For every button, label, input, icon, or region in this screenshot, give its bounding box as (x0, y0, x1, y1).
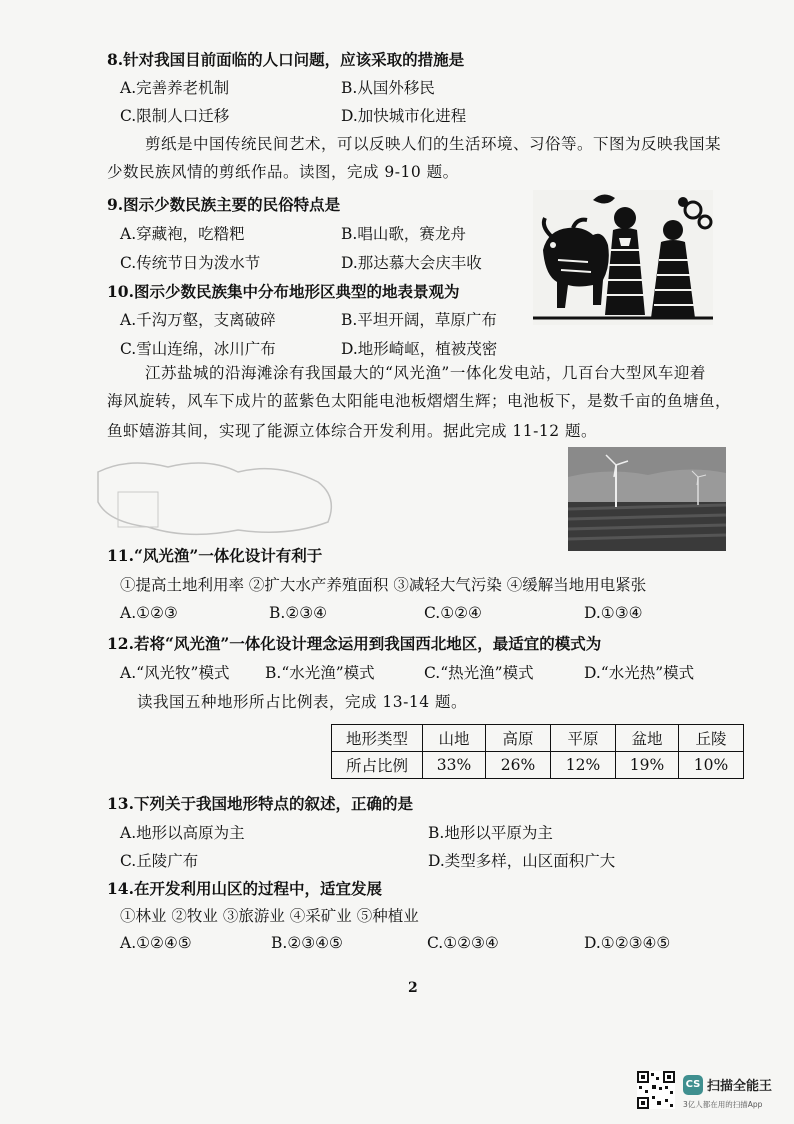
intro-9-10-line1: 剪纸是中国传统民间艺术，可以反映人们的生活环境、习俗等。下图为反映我国某 (145, 135, 722, 153)
q12-stem: 12.若将“风光渔”一体化设计理念运用到我国西北地区，最适宜的模式为 (107, 634, 602, 653)
q9-option-c: C.传统节日为泼水节 (120, 254, 261, 272)
q8-option-c: C.限制人口迁移 (120, 107, 230, 125)
q13-stem: 13.下列关于我国地形特点的叙述，正确的是 (107, 794, 413, 813)
camscanner-tagline: 3亿人都在用的扫描App (683, 1100, 763, 1109)
q8-stem: 8.针对我国目前面临的人口问题，应该采取的措施是 (107, 50, 465, 69)
intro-11-12-line2: 海风旋转，风车下成片的蓝紫色太阳能电池板熠熠生辉；电池板下，是数千亩的鱼塘鱼， (107, 392, 732, 410)
q10-option-c: C.雪山连绵，冰川广布 (120, 340, 276, 358)
q10-option-b: B.平坦开阔，草原广布 (341, 311, 497, 329)
q11-stem: 11.“风光渔”一体化设计有利于 (107, 546, 323, 565)
terrain-ratio-table (331, 724, 744, 779)
q9-option-b: B.唱山歌，赛龙舟 (341, 225, 466, 243)
q14-option-b: B.②③④⑤ (271, 934, 343, 952)
q14-stem: 14.在开发利用山区的过程中，适宜发展 (107, 879, 382, 898)
q9-option-a: A.穿藏袍，吃糌粑 (120, 225, 245, 243)
camscanner-logo-icon: CS (683, 1075, 703, 1095)
table-cell: 地形类型 (332, 725, 423, 752)
table-cell: 33% (423, 752, 486, 779)
q8-option-b: B.从国外移民 (341, 79, 435, 97)
camscanner-name: 扫描全能王 (707, 1079, 773, 1094)
q12-option-a: A.“风光牧”模式 (120, 664, 230, 682)
q11-option-d: D.①③④ (584, 604, 643, 622)
q14-option-d: D.①②③④⑤ (584, 934, 671, 952)
bleed-through-map (88, 452, 348, 542)
table-cell: 10% (679, 752, 744, 779)
table-cell: 19% (616, 752, 679, 779)
intro-11-12-line1: 江苏盐城的沿海滩涂有我国最大的“风光渔”一体化发电站，几百台大型风车迎着 (145, 364, 706, 382)
q14-statements: ①林业 ②牧业 ③旅游业 ④采矿业 ⑤种植业 (120, 907, 419, 925)
table-cell: 12% (551, 752, 616, 779)
q8-option-d: D.加快城市化进程 (341, 107, 467, 125)
table-row (332, 752, 744, 779)
q8-option-a: A.完善养老机制 (120, 79, 230, 97)
intro-11-12-line3: 鱼虾嬉游其间，实现了能源立体综合开发利用。据此完成 11-12 题。 (107, 422, 598, 440)
table-cell: 平原 (551, 725, 616, 752)
q9-stem: 9.图示少数民族主要的民俗特点是 (107, 195, 341, 214)
q12-option-d: D.“水光热”模式 (584, 664, 695, 682)
table-header-row (332, 725, 744, 752)
intro-9-10-line2: 少数民族风情的剪纸作品。读图，完成 9-10 题。 (107, 163, 459, 181)
table-cell: 丘陵 (679, 725, 744, 752)
q12-option-c: C.“热光渔”模式 (424, 664, 534, 682)
q9-option-d: D.那达慕大会庆丰收 (341, 254, 482, 272)
table-cell: 山地 (423, 725, 486, 752)
q12-option-b: B.“水光渔”模式 (265, 664, 375, 682)
q11-option-c: C.①②④ (424, 604, 482, 622)
q14-option-a: A.①②④⑤ (120, 934, 192, 952)
q10-stem: 10.图示少数民族集中分布地形区典型的地表景观为 (107, 282, 460, 301)
table-cell: 26% (486, 752, 551, 779)
q13-option-d: D.类型多样，山区面积广大 (428, 852, 616, 870)
q13-option-a: A.地形以高原为主 (120, 824, 245, 842)
page-number: 2 (408, 980, 418, 996)
qr-code-icon (637, 1071, 675, 1109)
q11-option-a: A.①②③ (120, 604, 178, 622)
q14-option-c: C.①②③④ (427, 934, 499, 952)
table-cell: 所占比例 (332, 752, 423, 779)
q10-option-d: D.地形崎岖，植被茂密 (341, 340, 498, 358)
q10-option-a: A.千沟万壑，支离破碎 (120, 311, 276, 329)
table-cell: 高原 (486, 725, 551, 752)
q11-statements: ①提高土地利用率 ②扩大水产养殖面积 ③减轻大气污染 ④缓解当地用电紧张 (120, 576, 647, 594)
q13-option-b: B.地形以平原为主 (428, 824, 553, 842)
table-cell: 盆地 (616, 725, 679, 752)
intro-13-14: 读我国五种地形所占比例表，完成 13-14 题。 (137, 693, 468, 711)
q11-option-b: B.②③④ (269, 604, 328, 622)
wind-solar-fishery-photo (568, 447, 726, 551)
q13-option-c: C.丘陵广布 (120, 852, 199, 870)
tibetan-papercut-image (533, 190, 713, 325)
